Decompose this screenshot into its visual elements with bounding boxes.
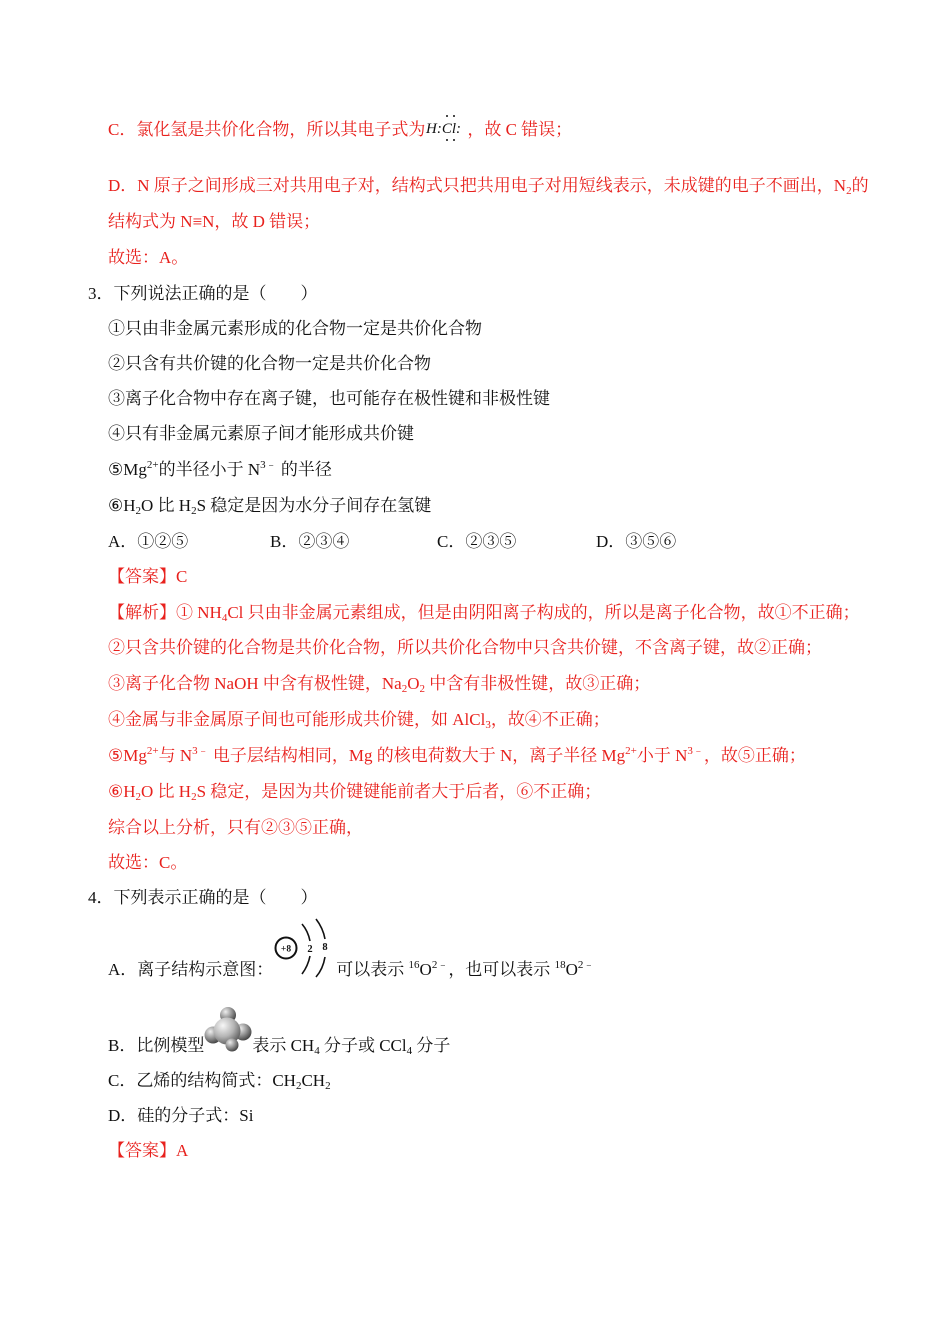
subscript: 4 (406, 1045, 413, 1057)
analysis-text: 中含有非极性键，故③正确； (424, 674, 651, 693)
choice-text: O (419, 960, 432, 979)
superscript: 2+ (146, 459, 159, 471)
choice-option-b (108, 1033, 450, 1059)
subscript: 3 (485, 719, 491, 731)
superscript: 2﹣ (431, 959, 449, 971)
electron-dot (453, 115, 455, 117)
statement-item (108, 493, 431, 519)
analysis-text: ④金属与非金属原子间也可能形成共价键，如 AlCl (108, 710, 486, 729)
superscript: 2﹣ (577, 959, 595, 971)
analysis-text: ③离子化合物 NaOH 中含有极性键，Na (108, 674, 402, 693)
answer-line (108, 564, 187, 590)
subscript: 4 (314, 1045, 320, 1057)
choice-value: ②③⑤ (465, 532, 517, 551)
choice-text: C．乙烯的结构简式：CH (108, 1071, 296, 1090)
choice-value: ③⑤⑥ (625, 532, 677, 551)
choice-text: B．比例模型 (108, 1036, 205, 1055)
statement-text: O 比 H (141, 496, 192, 515)
mass-number: 18 (554, 959, 566, 971)
question-3-stem: 3．下列说法正确的是（ ） (88, 284, 318, 303)
electron-formula (425, 121, 467, 137)
choice-option-d: D．硅的分子式：Si (108, 1106, 254, 1125)
subscript: 2 (401, 683, 408, 695)
statement-text: 的半径 (276, 460, 332, 479)
choice-text: O (565, 960, 578, 979)
ball-model-svg (204, 1006, 252, 1052)
analysis-text: ⑤Mg (108, 746, 147, 765)
electron-shell-arc (302, 924, 310, 941)
electron-formula-text: H:Cl: (426, 121, 462, 137)
choice-option-a (108, 942, 595, 983)
analysis-text: 电子层结构相同，Mg 的核电荷数大于 N，离子半径 Mg (208, 746, 626, 765)
subscript: 2 (135, 505, 142, 517)
electron-shell-arc (302, 956, 310, 974)
choice-value: ①②⑤ (137, 532, 189, 551)
explanation-text: C．氯化氢是共价化合物，所以其电子式为 (108, 120, 426, 139)
explanation-option-d-line2: 结构式为 N≡N，故 D 错误； (108, 212, 321, 231)
choice-text: 可以表示 (336, 960, 409, 979)
electron-dot (446, 139, 448, 141)
electron-formula-image (425, 112, 467, 144)
analysis-text: ，故⑤正确； (703, 746, 806, 765)
explanation-text: D．N 原子之间形成三对共用电子对，结构式只把共用电子对用短线表示，未成键的电子不画出，N (108, 176, 847, 195)
analysis-text: O (407, 674, 420, 693)
choice-label: A． (108, 532, 138, 551)
explanation-option-c (108, 117, 572, 143)
statement-item (108, 457, 332, 483)
mass-number: 16 (408, 959, 420, 971)
subscript: 2 (135, 791, 142, 803)
subscript: 2 (191, 791, 197, 803)
explanation-text: 的 (851, 176, 869, 195)
choice-option-b (270, 529, 349, 555)
analysis-line (108, 779, 601, 805)
choice-label: B． (270, 532, 299, 551)
statement-text: ⑤Mg (108, 460, 147, 479)
ball-model-image (204, 1050, 252, 1051)
analysis-text: S 稳定，是因为共价键键能前者大于后者，⑥不正确； (196, 782, 602, 801)
superscript: 3﹣ (687, 745, 704, 757)
electron-shell-arc (316, 957, 325, 977)
superscript: 2+ (625, 745, 637, 757)
analysis-text: Cl 只由非金属元素组成，但是由阴阳离子构成的，所以是离子化合物，故①不正确； (227, 603, 860, 622)
analysis-line (108, 600, 860, 626)
choice-label: D． (596, 532, 626, 551)
statement-item: ④只有非金属元素原子间才能形成共价键 (108, 424, 414, 443)
choice-option-d (596, 529, 676, 555)
analysis-line: ②只含共价键的化合物是共价化合物，所以共价化合物中只含共价键，不含离子键，故②正确； (108, 638, 822, 657)
analysis-text: O 比 H (141, 782, 192, 801)
subscript: 2 (295, 1080, 302, 1092)
explanation-text: ，故 C 错误； (467, 120, 573, 139)
choice-option-a (108, 529, 188, 555)
analysis-text: ，故④不正确； (490, 710, 610, 729)
choice-option-c (108, 1068, 331, 1094)
model-atom (226, 1039, 239, 1052)
subscript: 2 (846, 185, 852, 197)
answer-label: 【答案】 (108, 567, 176, 586)
subscript: 2 (191, 505, 197, 517)
answer-value: A (176, 1141, 189, 1160)
superscript: 3﹣ (192, 745, 209, 757)
choice-row (0, 529, 950, 555)
analysis-text: ① NH (176, 603, 222, 622)
analysis-conclusion: 故选：C。 (108, 853, 188, 872)
ion-structure-svg (273, 916, 335, 978)
electron-dot (453, 139, 455, 141)
analysis-line (108, 707, 610, 733)
statement-item: ①只由非金属元素形成的化合物一定是共价化合物 (108, 319, 482, 338)
electron-dot (446, 115, 448, 117)
subscript: 2 (325, 1080, 331, 1092)
statement-text: 的半径小于 N (158, 460, 261, 479)
question-4-stem: 4．下列表示正确的是（ ） (88, 888, 318, 907)
statement-text: S 稳定是因为水分子间存在氢键 (196, 496, 432, 515)
choice-text: 分子或 CCl (319, 1036, 407, 1055)
statement-item: ②只含有共价键的化合物一定是共价化合物 (108, 354, 431, 373)
choice-text: ，也可以表示 (448, 960, 555, 979)
answer-line (108, 1138, 188, 1164)
choice-option-c (437, 529, 516, 555)
analysis-line (108, 671, 650, 697)
subscript: 2 (419, 683, 425, 695)
electron-shell-arc (316, 919, 325, 939)
statement-text: ⑥H (108, 496, 136, 515)
choice-text: 表示 CH (252, 1036, 315, 1055)
choice-text: CH (301, 1071, 326, 1090)
shell-electron-count: 8 (322, 942, 328, 953)
statement-item: ③离子化合物中存在离子键，也可能存在极性键和非极性键 (108, 389, 550, 408)
analysis-text: 与 N (158, 746, 193, 765)
analysis-text: ⑥H (108, 782, 136, 801)
nucleus-charge: +8 (281, 944, 292, 955)
explanation-conclusion: 故选：A。 (108, 248, 189, 267)
superscript: 2+ (146, 745, 159, 757)
choice-text: 分子 (412, 1036, 451, 1055)
shell-electron-count: 2 (307, 944, 313, 955)
answer-label: 【答案】 (108, 1141, 176, 1160)
ion-structure-diagram (273, 942, 336, 975)
analysis-label: 【解析】 (108, 603, 176, 622)
analysis-line: 综合以上分析，只有②③⑤正确， (108, 818, 363, 837)
choice-value: ②③④ (298, 532, 350, 551)
analysis-text: 小于 N (636, 746, 688, 765)
analysis-line (108, 743, 806, 769)
superscript: 3﹣ (260, 459, 277, 471)
choice-text: A．离子结构示意图： (108, 960, 274, 979)
explanation-option-d-line1 (108, 173, 869, 199)
subscript: 4 (221, 612, 228, 624)
choice-label: C． (437, 532, 466, 551)
answer-value: C (176, 567, 188, 586)
